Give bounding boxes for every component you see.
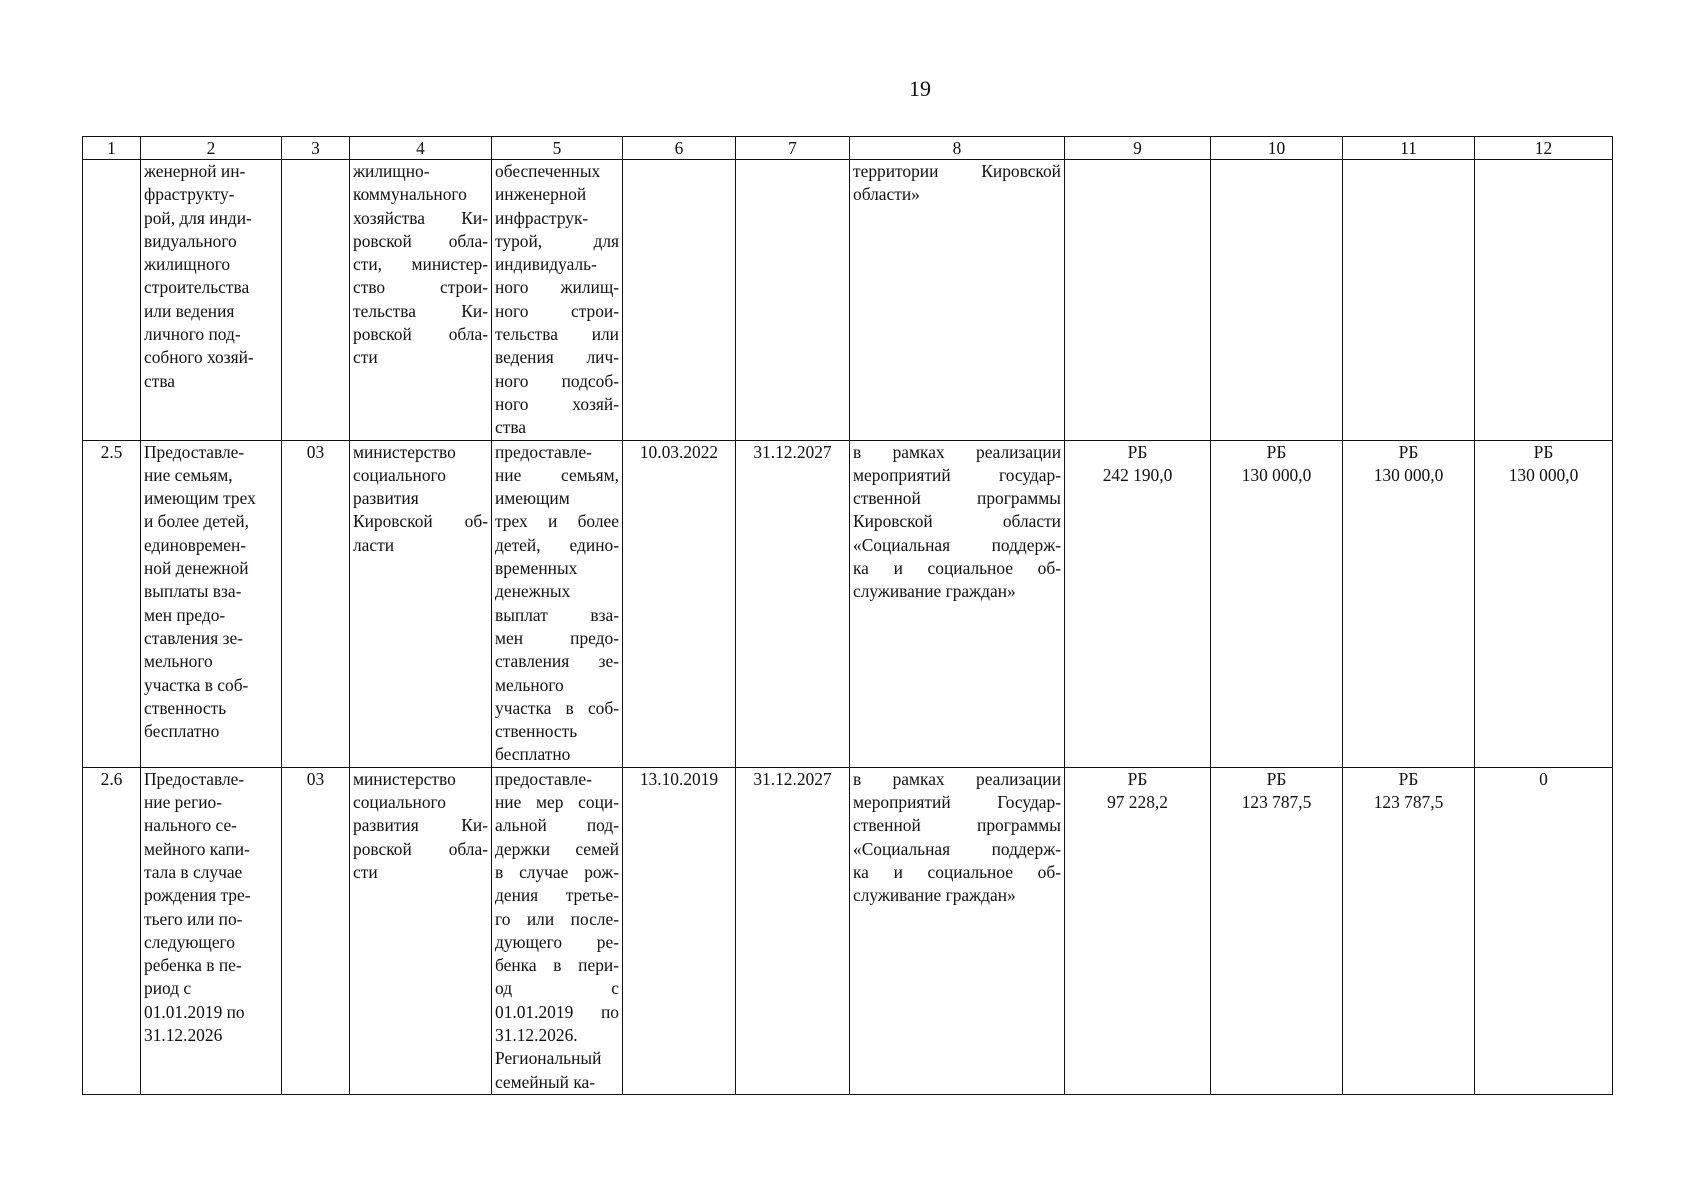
- header-col-9: 9: [1065, 137, 1211, 160]
- expected-result-line: Региональный: [495, 1048, 602, 1069]
- measure-name-line: собного хозяй-: [144, 347, 254, 368]
- expected-result-line: ства: [495, 417, 527, 438]
- measure-name-line: единовремен-: [144, 534, 247, 555]
- funding-col-10: [1211, 160, 1343, 441]
- program-link-line: мероприятий Государ-: [853, 792, 1061, 813]
- executor-line: развития Ки-: [353, 815, 488, 836]
- measure-name-line: личного под-: [144, 324, 241, 345]
- measure-name-line: ства: [144, 370, 176, 391]
- expected-result-line: предоставле-: [495, 441, 592, 462]
- program-link-line: служивание граждан»: [853, 885, 1016, 906]
- header-col-4: 4: [350, 137, 492, 160]
- funding-col-11-amount: 123 787,5: [1373, 792, 1444, 813]
- measure-name-line: участка в соб-: [144, 674, 249, 695]
- expected-result-line: ного строи-: [495, 300, 619, 321]
- header-col-6: 6: [623, 137, 736, 160]
- expected-result-line: ведения лич-: [495, 347, 619, 368]
- expected-result-line: предоставле-: [495, 768, 592, 789]
- measure-name-line: мельного: [144, 651, 213, 672]
- funding-col-11-source: РБ: [1398, 441, 1419, 462]
- executor-line: сти: [353, 861, 378, 882]
- measure-name-line: ственность: [144, 697, 227, 718]
- funding-col-11: [1343, 440, 1475, 767]
- funding-col-11-source: РБ: [1398, 768, 1419, 789]
- program-link-line: «Социальная поддерж-: [853, 534, 1061, 555]
- funding-col-10: [1211, 440, 1343, 767]
- funding-col-9: [1065, 767, 1211, 1094]
- table-row: [83, 767, 1613, 1094]
- measure-name-line: ние семьям,: [144, 464, 233, 485]
- expected-result-line: мельного: [495, 674, 564, 695]
- funding-col-12: [1475, 767, 1613, 1094]
- header-col-2: 2: [141, 137, 282, 160]
- header-row: [83, 137, 1613, 160]
- expected-result-line: мен предо-: [495, 627, 619, 648]
- expected-result-line: турой, для: [495, 230, 619, 251]
- row-number: [83, 160, 141, 441]
- executor-line: развития: [353, 488, 419, 509]
- expected-result-line: бенка в пери-: [495, 955, 619, 976]
- measure-name-line: 01.01.2019 по: [144, 1001, 245, 1022]
- funding-col-12-amount: 130 000,0: [1508, 464, 1579, 485]
- measure-name-line: тала в случае: [144, 861, 243, 882]
- funding-col-9-amount: 97 228,2: [1107, 792, 1168, 813]
- executor: [350, 767, 492, 1094]
- measure-name: [141, 767, 282, 1094]
- funding-col-10-source: РБ: [1266, 768, 1287, 789]
- end-date: 31.12.2027: [736, 767, 850, 1094]
- executor-line: сти: [353, 347, 378, 368]
- program-link-line: служивание граждан»: [853, 581, 1016, 602]
- executor-line: жилищно-: [353, 161, 430, 181]
- measure-name-line: риод с: [144, 978, 192, 999]
- table-row: [83, 440, 1613, 767]
- funding-col-11: [1343, 767, 1475, 1094]
- executor-line: ласти: [353, 534, 395, 555]
- header-col-8: 8: [850, 137, 1065, 160]
- expected-result-line: обеспеченных: [495, 161, 601, 181]
- end-date: [736, 160, 850, 441]
- measure-name-line: или ведения: [144, 300, 235, 321]
- expected-result-line: семейный ка-: [495, 1071, 596, 1092]
- expected-result-line: инженерной: [495, 184, 587, 205]
- measure-name-line: тьего или по-: [144, 908, 243, 929]
- header-col-10: 10: [1211, 137, 1343, 160]
- measure-name-line: видуального: [144, 230, 237, 251]
- funding-col-12-source: РБ: [1533, 441, 1554, 462]
- measure-name-line: и более детей,: [144, 511, 249, 532]
- expected-result-line: тельства или: [495, 324, 619, 345]
- executor-line: ровской обла-: [353, 838, 488, 859]
- measure-name-line: строительства: [144, 277, 250, 298]
- page-number: 19: [909, 76, 931, 101]
- expected-result-line: 31.12.2026.: [495, 1024, 578, 1045]
- table-body: [83, 160, 1613, 1095]
- program-link-line: Кировской области: [853, 511, 1061, 532]
- executor: [350, 440, 492, 767]
- expected-result: [492, 440, 623, 767]
- measure-name-line: рождения тре-: [144, 885, 251, 906]
- expected-result: [492, 767, 623, 1094]
- expected-result-line: денежных: [495, 581, 571, 602]
- executor: [350, 160, 492, 441]
- header-col-7: 7: [736, 137, 850, 160]
- measure-name-line: ной денежной: [144, 558, 249, 579]
- measure-name-line: бесплатно: [144, 721, 220, 742]
- expected-result-line: ственность: [495, 721, 578, 742]
- program-table: [82, 136, 1613, 1095]
- measure-name-line: ние регио-: [144, 792, 223, 813]
- executor-line: хозяйства Ки-: [353, 207, 488, 228]
- measure-name-line: рой, для инди-: [144, 207, 252, 228]
- expected-result-line: дения третье-: [495, 885, 619, 906]
- program-link: [850, 160, 1065, 441]
- expected-result-line: ного жилищ-: [495, 277, 619, 298]
- program-link-line: ка и социальное об-: [853, 558, 1061, 579]
- executor-line: социального: [353, 464, 446, 485]
- expected-result-line: ного подсоб-: [495, 370, 619, 391]
- expected-result-line: го или после-: [495, 908, 619, 929]
- measure-name-line: имеющим трех: [144, 488, 256, 509]
- program-link-line: «Социальная поддерж-: [853, 838, 1061, 859]
- expected-result-line: бесплатно: [495, 744, 571, 765]
- expected-result-line: инфраструк-: [495, 207, 589, 228]
- header-col-5: 5: [492, 137, 623, 160]
- measure-name-line: мен предо-: [144, 604, 226, 625]
- expected-result-line: трех и более: [495, 511, 619, 532]
- funding-col-9: [1065, 160, 1211, 441]
- expected-result-line: дующего ре-: [495, 931, 619, 952]
- program-link-line: территории Кировской: [853, 161, 1061, 181]
- measure-name-line: женерной ин-: [144, 161, 246, 181]
- funding-col-9: [1065, 440, 1211, 767]
- start-date: 10.03.2022: [623, 440, 736, 767]
- funding-col-9-source: РБ: [1127, 768, 1148, 789]
- funding-col-11: [1343, 160, 1475, 441]
- header-col-1: 1: [83, 137, 141, 160]
- executor-line: сти, министер-: [353, 254, 488, 275]
- executor-line: министерство: [353, 441, 456, 462]
- expected-result-line: ставления зе-: [495, 651, 619, 672]
- expected-result-line: ние мер соци-: [495, 792, 619, 813]
- measure-name: [141, 160, 282, 441]
- funding-col-10-source: РБ: [1266, 441, 1287, 462]
- table-row: [83, 160, 1613, 441]
- funding-col-9-amount: 242 190,0: [1102, 464, 1173, 485]
- expected-result-line: ние семьям,: [495, 464, 619, 485]
- measure-code: 03: [282, 440, 350, 767]
- funding-col-9-source: РБ: [1127, 441, 1148, 462]
- header-col-3: 3: [282, 137, 350, 160]
- expected-result-line: выплат вза-: [495, 604, 619, 625]
- expected-result-line: од с: [495, 978, 619, 999]
- measure-name: [141, 440, 282, 767]
- program-link: [850, 767, 1065, 1094]
- funding-col-12: [1475, 440, 1613, 767]
- funding-col-10: [1211, 767, 1343, 1094]
- executor-line: ровской обла-: [353, 230, 488, 251]
- expected-result-line: в случае рож-: [495, 861, 619, 882]
- executor-line: коммунального: [353, 184, 467, 205]
- program-link-line: в рамках реализации: [853, 768, 1061, 789]
- row-number: 2.6: [83, 767, 141, 1094]
- measure-name-line: Предоставле-: [144, 441, 245, 462]
- program-link: [850, 440, 1065, 767]
- executor-line: тельства Ки-: [353, 300, 488, 321]
- expected-result-line: альной под-: [495, 815, 619, 836]
- expected-result-line: ного хозяй-: [495, 393, 619, 414]
- executor-line: ровской обла-: [353, 324, 488, 345]
- expected-result-line: детей, едино-: [495, 534, 619, 555]
- executor-line: Кировской об-: [353, 511, 488, 532]
- program-link-line: ственной программы: [853, 488, 1061, 509]
- measure-name-line: нального се-: [144, 815, 237, 836]
- measure-code: 03: [282, 767, 350, 1094]
- measure-name-line: жилищного: [144, 254, 231, 275]
- funding-col-10-amount: 130 000,0: [1241, 464, 1312, 485]
- expected-result: [492, 160, 623, 441]
- header-col-12: 12: [1475, 137, 1613, 160]
- funding-col-12: [1475, 160, 1613, 441]
- start-date: 13.10.2019: [623, 767, 736, 1094]
- expected-result-line: индивидуаль-: [495, 254, 597, 275]
- program-link-line: ка и социальное об-: [853, 861, 1061, 882]
- measure-name-line: ставления зе-: [144, 627, 243, 648]
- measure-name-line: 31.12.2026: [144, 1024, 223, 1045]
- measure-name-line: Предоставле-: [144, 768, 245, 789]
- expected-result-line: 01.01.2019 по: [495, 1001, 619, 1022]
- header-col-11: 11: [1343, 137, 1475, 160]
- funding-col-11-amount: 130 000,0: [1373, 464, 1444, 485]
- executor-line: социального: [353, 792, 446, 813]
- program-link-line: мероприятий государ-: [853, 464, 1061, 485]
- measure-name-line: следующего: [144, 931, 235, 952]
- program-link-line: области»: [853, 184, 920, 205]
- program-link-line: в рамках реализации: [853, 441, 1061, 462]
- end-date: 31.12.2027: [736, 440, 850, 767]
- executor-line: ство строи-: [353, 277, 488, 298]
- start-date: [623, 160, 736, 441]
- measure-name-line: мейного капи-: [144, 838, 250, 859]
- measure-code: [282, 160, 350, 441]
- measure-name-line: фраструкту-: [144, 184, 235, 205]
- funding-col-12-source: 0: [1539, 768, 1548, 789]
- program-link-line: ственной программы: [853, 815, 1061, 836]
- executor-line: министерство: [353, 768, 456, 789]
- measure-name-line: ребенка в пе-: [144, 955, 242, 976]
- funding-col-10-amount: 123 787,5: [1241, 792, 1312, 813]
- expected-result-line: временных: [495, 558, 578, 579]
- expected-result-line: держки семей: [495, 838, 619, 859]
- row-number: 2.5: [83, 440, 141, 767]
- expected-result-line: участка в соб-: [495, 697, 619, 718]
- measure-name-line: выплаты вза-: [144, 581, 242, 602]
- expected-result-line: имеющим: [495, 488, 570, 509]
